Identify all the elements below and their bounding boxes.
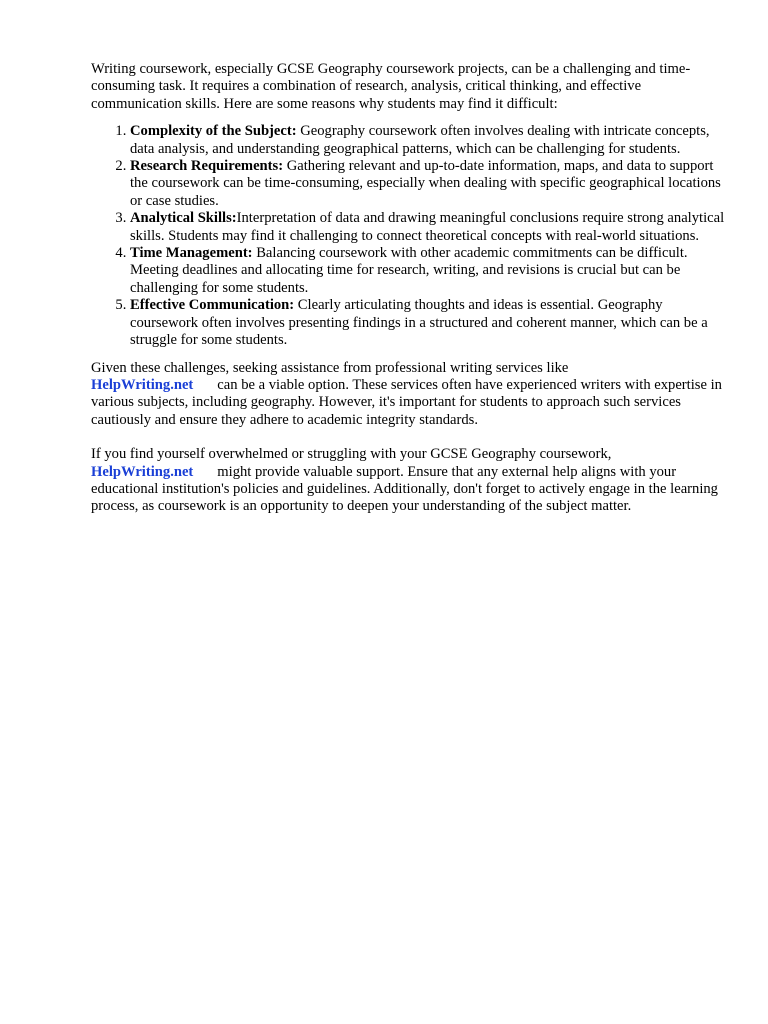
list-item: [130, 158, 731, 210]
closing-paragraph: [91, 446, 731, 516]
paragraph-text: can be a viable option. These services often have experienced writers with expertise in various subjects, including geography. However, it's important for students to approach such services cautiously and ensure they adhere to academic integrity standards.: [91, 376, 722, 428]
reason-term: Analytical Skills:: [130, 210, 237, 227]
reason-text: Clearly articulating thoughts and ideas is essential. Geography coursework often involves presenting findings in a structured and coherent manner, which can be a struggle for some students.: [130, 297, 708, 349]
reason-term: Research Requirements:: [130, 158, 284, 175]
list-item: [130, 245, 731, 297]
list-item: [130, 123, 731, 158]
reason-term: Complexity of the Subject:: [130, 123, 297, 140]
helpwriting-link[interactable]: HelpWriting.net: [91, 463, 194, 480]
paragraph-text: might provide valuable support. Ensure that any external help aligns with your educational institution's policies and guidelines. Additionally, don't forget to actively engage in the learning process, as coursework is an opportunity to deepen your understanding of the subject matter.: [91, 463, 718, 515]
reasons-list: [91, 123, 731, 349]
helpwriting-link[interactable]: HelpWriting.net: [91, 376, 194, 393]
intro-paragraph: Writing coursework, especially GCSE Geography coursework projects, can be a challenging and time-consuming task. It requires a combination of research, analysis, critical thinking, and effective communication skills. Here are some reasons why students may find it difficult:: [91, 61, 691, 112]
reason-text: Balancing coursework with other academic commitments can be difficult. Meeting deadlines and allocating time for research, writing, and revisions is crucial but can be challenging for some students.: [130, 245, 688, 296]
reason-text: Geography coursework often involves dealing with intricate concepts, data analysis, and understanding geographical patterns, which can be challenging for students.: [130, 123, 710, 157]
document-page: [91, 61, 731, 533]
paragraph-text: Given these challenges, seeking assistance from professional writing services like: [91, 359, 569, 376]
list-item: [130, 210, 731, 245]
paragraph-text: If you find yourself overwhelmed or struggling with your GCSE Geography coursework,: [91, 446, 612, 463]
reason-term: Time Management:: [130, 245, 253, 262]
reason-term: Effective Communication:: [130, 297, 295, 314]
challenges-paragraph: [91, 360, 731, 430]
reason-text: Gathering relevant and up-to-date information, maps, and data to support the coursework can be time-consuming, especially when dealing with specific geographical locations or case studies.: [130, 158, 721, 209]
list-item: [130, 297, 731, 349]
reason-text: Interpretation of data and drawing meaningful conclusions require strong analytical skills. Students may find it challenging to connect theoretical concepts with real-world situations.: [130, 210, 725, 244]
